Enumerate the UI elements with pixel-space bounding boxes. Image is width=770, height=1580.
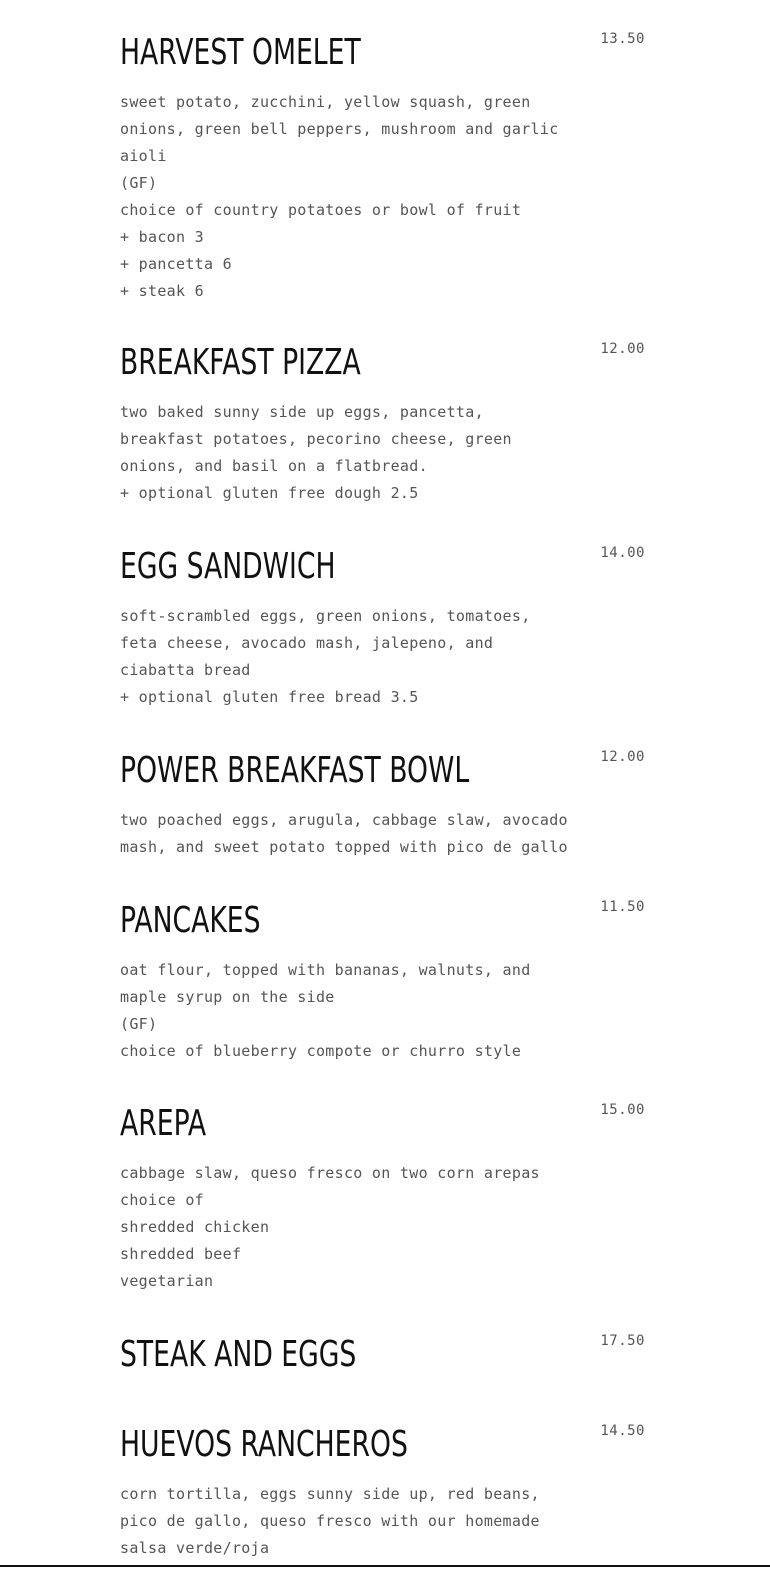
description-line: + optional gluten free bread 3.5 — [120, 688, 419, 706]
description-line: aioli — [120, 147, 167, 165]
item-description — [120, 1481, 600, 1562]
description-line: + steak 6 — [120, 282, 204, 300]
description-line: corn tortilla, eggs sunny side up, red beans, — [120, 1485, 540, 1503]
description-line: vegetarian — [120, 1272, 214, 1290]
item-name: AREPA — [120, 1103, 207, 1144]
description-line: mash, and sweet potato topped with pico de gallo — [120, 838, 568, 856]
description-line: two poached eggs, arugula, cabbage slaw, avocado — [120, 811, 568, 829]
description-line: onions, and basil on a flatbread. — [120, 457, 428, 475]
item-name: PANCAKES — [120, 900, 261, 941]
description-line: choice of blueberry compote or churro style — [120, 1042, 522, 1060]
menu-item-egg-sandwich — [120, 544, 645, 714]
menu-item-steak-and-eggs — [120, 1332, 645, 1392]
bottom-divider — [0, 1565, 770, 1567]
description-line: breakfast potatoes, pecorino cheese, green — [120, 430, 512, 448]
item-description — [120, 807, 600, 861]
description-line: salsa verde/roja — [120, 1539, 270, 1557]
menu-item-arepa — [120, 1101, 645, 1301]
description-line: shredded beef — [120, 1245, 242, 1263]
description-line: cabbage slaw, queso fresco on two corn arepas — [120, 1164, 540, 1182]
item-price: 15.00 — [600, 1102, 645, 1118]
menu-item-harvest-omelet — [120, 30, 645, 310]
description-line: choice of country potatoes or bowl of fruit — [120, 201, 522, 219]
description-line: + pancetta 6 — [120, 255, 232, 273]
description-line: feta cheese, avocado mash, jalepeno, and — [120, 634, 494, 652]
description-line: pico de gallo, queso fresco with our homemade — [120, 1512, 540, 1530]
menu-item-huevos-rancheros — [120, 1422, 645, 1564]
item-description — [120, 957, 600, 1065]
item-price: 14.00 — [600, 545, 645, 561]
item-name: HARVEST OMELET — [120, 32, 361, 73]
menu-item-breakfast-pizza — [120, 340, 645, 510]
item-price: 11.50 — [600, 899, 645, 915]
description-line: (GF) — [120, 174, 158, 192]
item-price: 14.50 — [600, 1423, 645, 1439]
menu-item-pancakes — [120, 898, 645, 1068]
item-description — [120, 1160, 600, 1295]
item-name: BREAKFAST PIZZA — [120, 342, 361, 383]
description-line: ciabatta bread — [120, 661, 251, 679]
item-name: HUEVOS RANCHEROS — [120, 1424, 408, 1465]
item-price: 12.00 — [600, 341, 645, 357]
description-line: two baked sunny side up eggs, pancetta, — [120, 403, 484, 421]
item-price: 12.00 — [600, 749, 645, 765]
item-description — [120, 603, 600, 711]
item-price: 13.50 — [600, 31, 645, 47]
description-line: + bacon 3 — [120, 228, 204, 246]
description-line: sweet potato, zucchini, yellow squash, green — [120, 93, 531, 111]
description-line: shredded chicken — [120, 1218, 270, 1236]
description-line: choice of — [120, 1191, 204, 1209]
menu-item-power-breakfast-bowl — [120, 748, 645, 868]
description-line: oat flour, topped with bananas, walnuts, and — [120, 961, 531, 979]
item-name: POWER BREAKFAST BOWL — [120, 750, 470, 791]
item-description — [120, 89, 600, 305]
item-name: STEAK AND EGGS — [120, 1334, 357, 1375]
description-line: soft-scrambled eggs, green onions, tomatoes, — [120, 607, 531, 625]
description-line: (GF) — [120, 1015, 158, 1033]
item-name: EGG SANDWICH — [120, 546, 336, 587]
description-line: maple syrup on the side — [120, 988, 335, 1006]
description-line: onions, green bell peppers, mushroom and garlic — [120, 120, 559, 138]
description-line: + optional gluten free dough 2.5 — [120, 484, 419, 502]
item-price: 17.50 — [600, 1333, 645, 1349]
item-description — [120, 399, 600, 507]
